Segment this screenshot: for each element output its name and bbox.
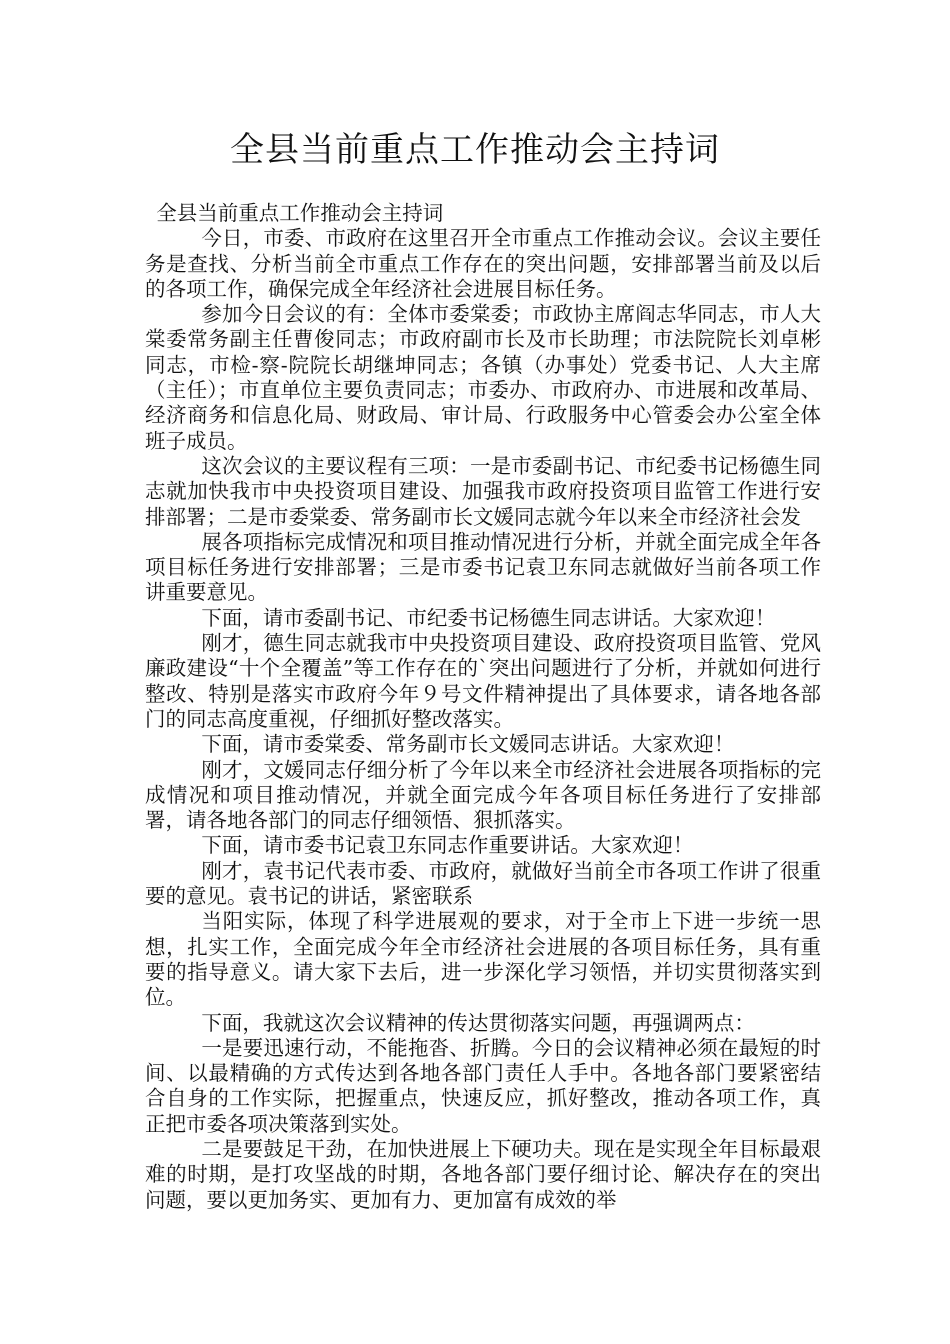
paragraph: 当阳实际，体现了科学进展观的要求，对于全市上下进一步统一思想，扎实工作，全面完成今年全市经济社会进展的各项目标任务，具有重要的指导意义。请大家下去后，进一步深化学习领悟，并切实贯彻落实到位。 xyxy=(145,909,821,1010)
paragraph: 下面，请市委副书记、市纪委书记杨德生同志讲话。大家欢迎！ xyxy=(201,605,776,630)
document-body xyxy=(145,201,821,1213)
paragraph: 一是要迅速行动，不能拖沓、折腾。今日的会议精神必须在最短的时间、以最精确的方式传达到各地各部门责任人手中。各地各部门要紧密结合自身的工作实际，把握重点，快速反应，抓好整改，推动各项工作，真正把市委各项决策落到实处。 xyxy=(145,1035,821,1136)
document-title: 全县当前重点工作推动会主持词 xyxy=(230,130,720,170)
paragraph: 刚才，袁书记代表市委、市政府，就做好当前全市各项工作讲了很重要的意见。袁书记的讲话，紧密联系 xyxy=(145,858,821,909)
paragraph-subtitle: 全县当前重点工作推动会主持词 xyxy=(156,201,444,225)
paragraph: 下面，请市委棠委、常务副市长文媛同志讲话。大家欢迎！ xyxy=(201,732,735,757)
paragraph: 二是要鼓足干劲，在加快进展上下硬功夫。现在是实现全年目标最艰难的时期，是打攻坚战的时期，各地各部门要仔细讨论、解决存在的突出问题，要以更加务实、更加有力、更加富有成效的举 xyxy=(145,1136,821,1212)
paragraph: 今日，市委、市政府在这里召开全市重点工作推动会议。会议主要任务是查找、分析当前全市重点工作存在的突出问题，安排部署当前及以后的各项工作，确保完成全年经济社会进展目标任务。 xyxy=(145,226,821,301)
paragraph: 刚才，德生同志就我市中央投资项目建设、政府投资项目监管、党风廉政建设“十个全覆盖”等工作存在的`突出问题进行了分析，并就如何进行整改、特别是落实市政府今年９号文件精神提出了具体要求，请各地各部门的同志高度重视，仔细抓好整改落实。 xyxy=(145,631,821,731)
paragraph: 参加今日会议的有：全体市委棠委；市政协主席阎志华同志，市人大棠委常务副主任曹俊同志；市政府副市长及市长助理；市法院院长刘卓彬同志，市检-察-院院长胡继坤同志；各镇（办事处）党委书记、人大主席（主任）；市直单位主要负责同志；市委办、市政府办、市进展和改革局、经济商务和信息化局、财政局、审计局、行政服务中心管委会办公室全体班子成员。 xyxy=(145,302,821,453)
paragraph: 展各项指标完成情况和项目推动情况进行分析，并就全面完成全年各项目标任务进行安排部署；三是市委书记袁卫东同志就做好当前各项工作讲重要意见。 xyxy=(145,529,821,605)
paragraph: 下面，我就这次会议精神的传达贯彻落实问题，再强调两点： xyxy=(201,1010,755,1035)
paragraph: 下面，请市委书记袁卫东同志作重要讲话。大家欢迎！ xyxy=(201,833,694,858)
paragraph: 这次会议的主要议程有三项：一是市委副书记、市纪委书记杨德生同志就加快我市中央投资项目建设、加强我市政府投资项目监管工作进行安排部署；二是市委棠委、常务副市长文媛同志就今年以来全市经济社会发 xyxy=(145,453,821,529)
paragraph: 刚才，文媛同志仔细分析了今年以来全市经济社会进展各项指标的完成情况和项目推动情况，并就全面完成今年各项目标任务进行了安排部署，请各地各部门的同志仔细领悟、狠抓落实。 xyxy=(145,757,821,833)
